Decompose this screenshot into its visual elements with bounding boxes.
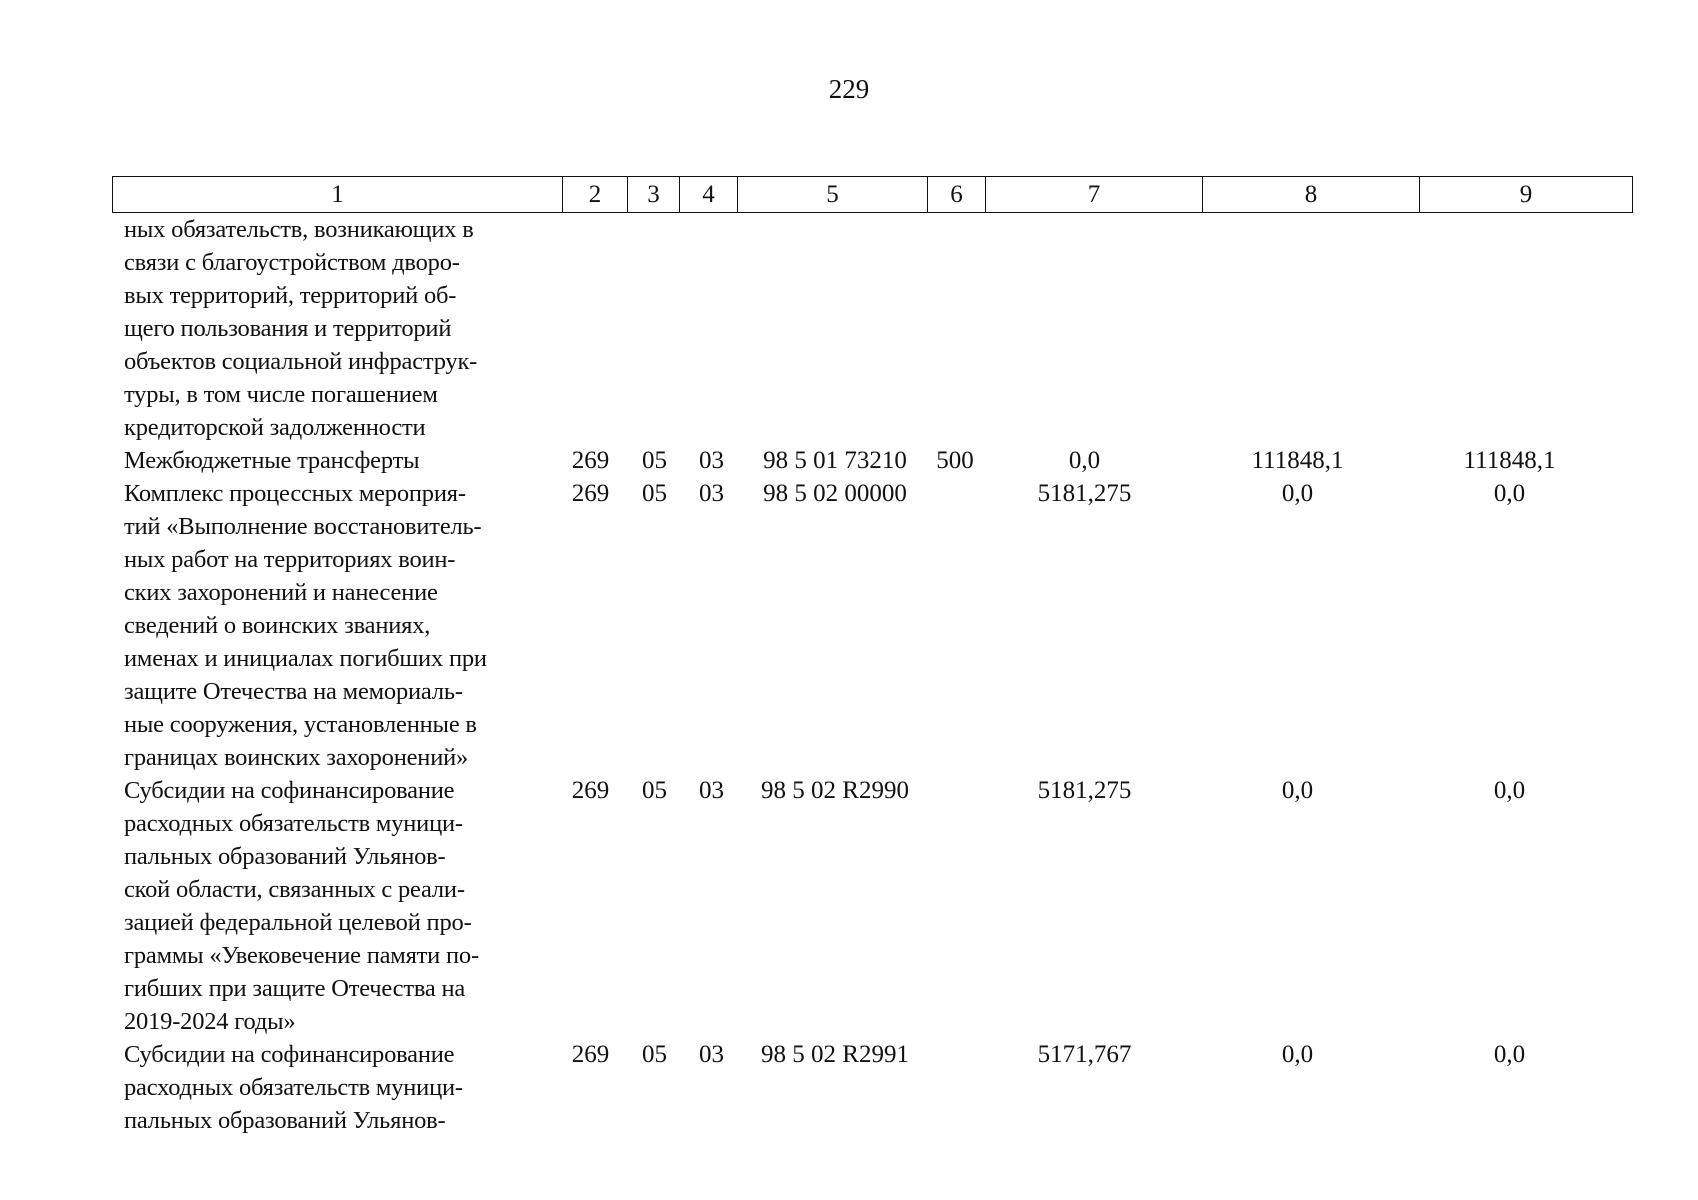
- header-col-9: 9: [1420, 177, 1633, 213]
- table-row: [112, 477, 1612, 774]
- row-name-line: Межбюджетные трансферты: [124, 447, 420, 474]
- table-body: [112, 213, 1612, 1137]
- header-col-8: 8: [1203, 177, 1420, 213]
- cell-amount-9: 0,0: [1493, 777, 1526, 804]
- cell-subsection: 03: [699, 447, 724, 474]
- row-name-line: ных обязательств, возникающих в: [124, 216, 474, 243]
- cell-amount-7: 5181,275: [1037, 777, 1132, 804]
- cell-subsection: 03: [699, 1041, 724, 1068]
- row-name-line: границах воинских захоронений»: [124, 744, 469, 771]
- cell-subsection: 03: [699, 777, 724, 804]
- cell-amount-8: 0,0: [1281, 1041, 1314, 1068]
- cell-section: 05: [642, 480, 667, 507]
- cell-ministry: 269: [571, 1041, 610, 1068]
- cell-target-code: 98 5 02 R2991: [761, 1041, 909, 1068]
- header-col-4: 4: [680, 177, 738, 213]
- header-col-3: 3: [628, 177, 680, 213]
- row-name-line: 2019-2024 годы»: [124, 1008, 296, 1035]
- cell-ministry: 269: [571, 480, 610, 507]
- row-name-line: Субсидии на софинансирование: [124, 1041, 455, 1068]
- cell-amount-9: 0,0: [1493, 480, 1526, 507]
- cell-amount-7: 0,0: [1068, 447, 1101, 474]
- cell-ministry: 269: [571, 777, 610, 804]
- row-name-line: связи с благоустройством дворо-: [124, 249, 460, 276]
- row-name-line: туры, в том числе погашением: [124, 381, 438, 408]
- table-row: [112, 1038, 1612, 1137]
- header-col-1: 1: [113, 177, 563, 213]
- cell-amount-8: 0,0: [1281, 777, 1314, 804]
- row-name-line: щего пользования и территорий: [124, 315, 452, 342]
- cell-section: 05: [642, 1041, 667, 1068]
- row-name-line: расходных обязательств муници-: [124, 810, 463, 837]
- cell-section: 05: [642, 777, 667, 804]
- row-name-line: тий «Выполнение восстановитель-: [124, 513, 482, 540]
- row-name-line: расходных обязательств муници-: [124, 1074, 463, 1101]
- row-name-line: вых территорий, территорий об-: [124, 282, 457, 309]
- row-name-line: ской области, связанных с реали-: [124, 876, 465, 903]
- header-col-2: 2: [563, 177, 628, 213]
- row-name-line: гибших при защите Отечества на: [124, 975, 466, 1002]
- row-name-line: пальных образований Ульянов-: [124, 1107, 446, 1134]
- row-name-line: Комплекс процессных мероприя-: [124, 480, 466, 507]
- cell-amount-8: 111848,1: [1251, 447, 1344, 474]
- cell-ministry: 269: [571, 447, 610, 474]
- cell-amount-7: 5181,275: [1037, 480, 1132, 507]
- table-header: [112, 176, 1633, 213]
- cell-target-code: 98 5 02 00000: [763, 480, 907, 507]
- row-name: [112, 444, 554, 477]
- cell-section: 05: [642, 447, 667, 474]
- row-name-line: объектов социальной инфраструк-: [124, 348, 478, 375]
- row-name-line: именах и инициалах погибших при: [124, 645, 487, 672]
- row-name: [112, 1038, 554, 1137]
- row-name-line: зацией федеральной целевой про-: [124, 909, 472, 936]
- cell-expense-type: 500: [936, 447, 974, 474]
- row-name: [112, 213, 554, 444]
- row-name: [112, 477, 554, 774]
- header-col-6: 6: [928, 177, 986, 213]
- cell-target-code: 98 5 02 R2990: [761, 777, 909, 804]
- table-row: [112, 444, 1612, 477]
- row-name-line: граммы «Увековечение памяти по-: [124, 942, 479, 969]
- table-row: [112, 774, 1612, 1038]
- row-name-line: ских захоронений и нанесение: [124, 579, 438, 606]
- row-name-line: сведений о воинских званиях,: [124, 612, 431, 639]
- row-name-line: защите Отечества на мемориаль-: [124, 678, 463, 705]
- cell-amount-7: 5171,767: [1037, 1041, 1132, 1068]
- row-name-line: ных работ на территориях воин-: [124, 546, 456, 573]
- row-name-line: Субсидии на софинансирование: [124, 777, 455, 804]
- header-col-7: 7: [986, 177, 1203, 213]
- row-name-line: ные сооружения, установленные в: [124, 711, 477, 738]
- table-row: [112, 213, 1612, 444]
- row-name: [112, 774, 554, 1038]
- cell-amount-8: 0,0: [1281, 480, 1314, 507]
- page-number: 229: [828, 74, 870, 104]
- cell-amount-9: 111848,1: [1463, 447, 1556, 474]
- cell-amount-9: 0,0: [1493, 1041, 1526, 1068]
- row-name-line: пальных образований Ульянов-: [124, 843, 446, 870]
- cell-subsection: 03: [699, 480, 724, 507]
- cell-target-code: 98 5 01 73210: [763, 447, 907, 474]
- row-name-line: кредиторской задолженности: [124, 414, 426, 441]
- header-col-5: 5: [738, 177, 928, 213]
